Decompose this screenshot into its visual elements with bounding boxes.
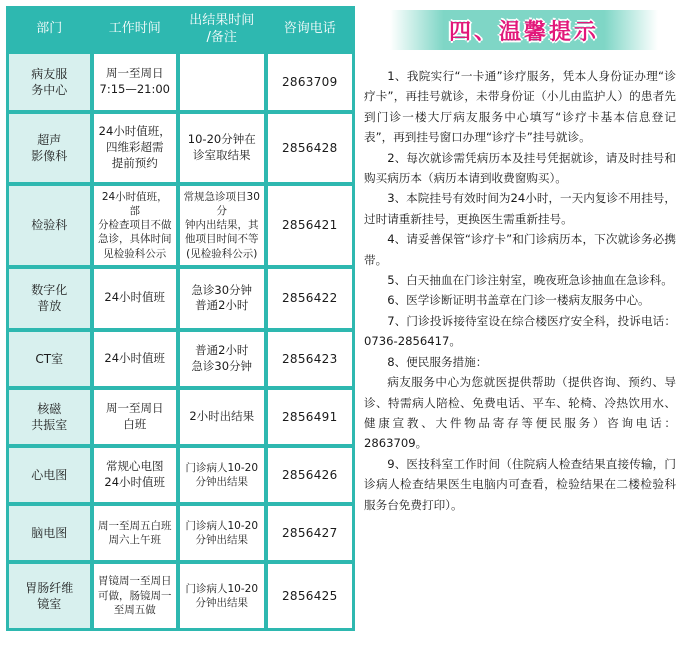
row-note: 2小时出结果 xyxy=(177,387,267,447)
tip-item: 1、我院实行“一卡通”诊疗服务，凭本人身份证办理“诊疗卡”，再挂号就诊，未带身份证（小儿由监护人）的患者先到门诊一楼大厅病友服务中心填写“诊疗卡基本信息登记表”，再到挂号窗口办理“诊疗卡”挂号就诊。 xyxy=(364,69,676,145)
tip-item: 病友服务中心为您就医提供帮助（提供咨询、预约、导诊、特需病人陪检、免费电话、平车、轮椅、冷热饮用水、健康宣教、大件物品寄存等便民服务）咨询电话：2863709。 xyxy=(364,375,676,451)
tip-item: 8、便民服务措施： xyxy=(387,354,488,369)
row-phone: 2856423 xyxy=(265,329,355,389)
department-table xyxy=(6,6,353,639)
header-phone: 咨询电话 xyxy=(265,6,355,53)
row-name: CT室 xyxy=(6,329,93,389)
tip-item: 4、请妥善保管“诊疗卡”和门诊病历本，下次就诊务必携带。 xyxy=(364,232,676,267)
row-hours: 24小时值班， 四维彩超需 提前预约 xyxy=(91,111,179,185)
row-name: 胃肠纤维 镜室 xyxy=(6,561,93,631)
tips-body xyxy=(364,66,676,515)
row-note: 门诊病人10-20 分钟出结果 xyxy=(177,503,267,563)
row-hours: 胃镜周一至周日 可做，肠镜周一 至周五做 xyxy=(91,561,179,631)
tips-banner xyxy=(390,10,658,50)
row-phone: 2856491 xyxy=(265,387,355,447)
row-name: 核磁 共振室 xyxy=(6,387,93,447)
row-phone: 2863709 xyxy=(265,51,355,113)
row-name: 脑电图 xyxy=(6,503,93,563)
tips-title: 四、温馨提示 xyxy=(448,19,599,45)
tip-item: 5、白天抽血在门诊注射室，晚夜班急诊抽血在急诊科。 xyxy=(387,273,673,288)
row-hours: 24小时值班 xyxy=(91,329,179,389)
tip-item: 6、医学诊断证明书盖章在门诊一楼病友服务中心。 xyxy=(387,293,650,308)
row-note: 常规急诊项目30分 钟内出结果，其 他项目时间不等 (见检验科公示) xyxy=(177,183,267,268)
row-hours: 24小时值班 xyxy=(91,266,179,331)
row-phone: 2856422 xyxy=(265,266,355,331)
header-result-time: 出结果时间 /备注 xyxy=(177,6,267,53)
tip-item: 9、医技科室工作时间（住院病人检查结果直接传输，门诊病人检查结果医生电脑内可查看，检验结果在二楼检验科服务台免费打印）。 xyxy=(364,456,676,512)
row-name: 超声 影像科 xyxy=(6,111,93,185)
row-note: 门诊病人10-20 分钟出结果 xyxy=(177,445,267,505)
row-hours: 周一至周五白班 周六上午班 xyxy=(91,503,179,563)
row-name: 检验科 xyxy=(6,183,93,268)
tip-item: 2、每次就诊需凭病历本及挂号凭据就诊，请及时挂号和购买病历本（病历本请到收费窗购买）。 xyxy=(364,150,676,186)
row-phone: 2856426 xyxy=(265,445,355,505)
row-phone: 2856427 xyxy=(265,503,355,563)
row-hours: 周一至周日 7:15—21:00 xyxy=(91,51,179,113)
row-hours: 24小时值班，部 分检查项目不做 急诊，具体时间 见检验科公示 xyxy=(91,183,179,268)
row-phone: 2856421 xyxy=(265,183,355,268)
tips-section xyxy=(362,4,680,640)
header-hours: 工作时间 xyxy=(91,6,179,53)
header-department: 部门 xyxy=(6,6,93,53)
row-name: 心电图 xyxy=(6,445,93,505)
row-phone: 2856428 xyxy=(265,111,355,185)
row-phone: 2856425 xyxy=(265,561,355,631)
tip-item: 3、本院挂号有效时间为24小时，一天内复诊不用挂号，过时请重新挂号，更换医生需重新挂号。 xyxy=(364,191,676,226)
row-note: 门诊病人10-20 分钟出结果 xyxy=(177,561,267,631)
row-name: 病友服 务中心 xyxy=(6,51,93,113)
row-note: 10-20分钟在 诊室取结果 xyxy=(177,111,267,185)
row-hours: 周一至周日 白班 xyxy=(91,387,179,447)
row-note: 普通2小时 急诊30分钟 xyxy=(177,329,267,389)
row-name: 数字化 普放 xyxy=(6,266,93,331)
row-note xyxy=(177,51,267,113)
row-hours: 常规心电图 24小时值班 xyxy=(91,445,179,505)
row-note: 急诊30分钟 普通2小时 xyxy=(177,266,267,331)
tip-item: 7、门诊投诉接待室设在综合楼医疗安全科，投诉电话：0736-2856417。 xyxy=(364,313,676,349)
